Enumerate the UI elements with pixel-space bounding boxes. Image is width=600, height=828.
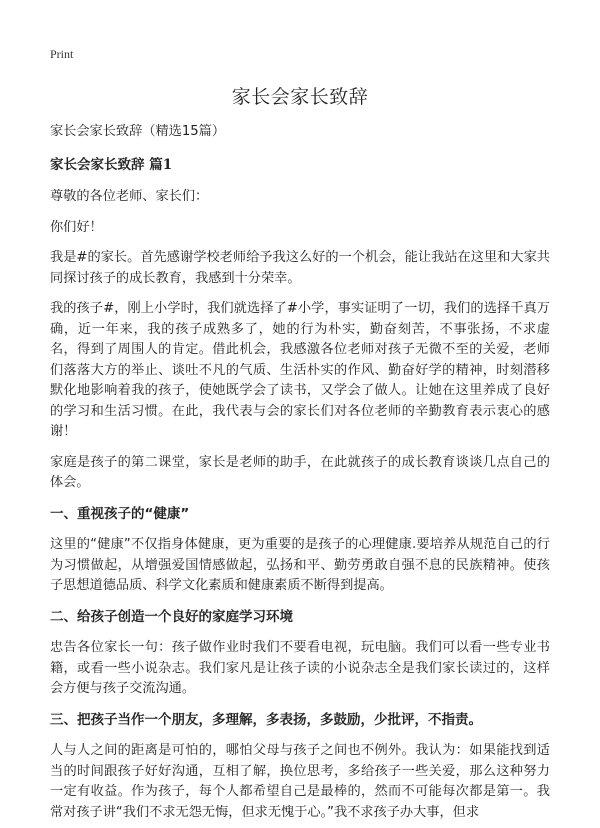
paragraph-family: 家庭是孩子的第二课堂，家长是老师的助手，在此就孩子的成长教育谈谈几点自己的体会。 — [50, 454, 550, 490]
section-heading-friend: 三、把孩子当作一个朋友，多理解，多表扬，多鼓励，少批评，不指责。 — [50, 711, 482, 728]
paragraph-child: 我的孩子#，刚上小学时，我们就选择了#小学，事实证明了一切，我们的选择千真万确，近一年来，我的孩子成熟多了，她的行为朴实，勤奋刻苦，不事张扬，不求虚名，得到了周围人的肯定。借此机会，我感激各位老师对孩子无微不至的关爱，老师们落落大方的举止、谈吐不凡的气质、生活朴实的作风、勤奋好学的精神，时刻潜移默化地影响着我的孩子，使她既学会了读书，又学会了做人。让她在这里养成了良好的学习和生活习惯。在此，我代表与会的家长们对各位老师的辛勤教育表示衷心的感谢！ — [50, 301, 550, 439]
section-heading-environment: 二、给孩子创造一个良好的家庭学习环境 — [50, 608, 293, 625]
paragraph-intro: 我是#的家长。首先感谢学校老师给予我这么好的一个机会，能让我站在这里和大家共同探讨孩子的成长教育，我感到十分荣幸。 — [50, 250, 550, 286]
paragraph-greeting: 你们好！ — [50, 219, 103, 235]
chapter-title: 家长会家长致辞 篇1 — [50, 156, 173, 173]
paragraph-friend: 人与人之间的距离是可怕的，哪怕父母与孩子之间也不例外。我认为：如果能找到适当的时间跟孩子好好沟通，互相了解，换位思考，多给孩子一些关爱，那么这种努力一定有收益。作为孩子，每个人都希望自己是最棒的，然而不可能每次都是第一。我常对孩子讲“我们不求无怨无悔，但求无愧于心。”我不求孩子办大事，但求 — [50, 743, 550, 820]
document-body — [50, 122, 550, 828]
paragraph-environment: 忠告各位家长一句：孩子做作业时我们不要看电视，玩电脑。我们可以看一些专业书籍，或看一些小说杂志。我们家凡是让孩子读的小说杂志全是我们家长读过的，这样会方便与孩子交流沟通。 — [50, 640, 550, 696]
document-subtitle: 家长会家长致辞（精选15篇） — [50, 124, 226, 139]
page-title: 家长会家长致辞 — [231, 86, 369, 108]
paragraph-health: 这里的“健康”不仅指身体健康，更为重要的是孩子的心理健康.要培养从规范自己的行为习惯做起，从增强爱国情感做起，弘扬和平、勤劳勇敢自强不息的民族精神。使孩子思想道德品质、科学文化素质和健康素质不断得到提高。 — [50, 537, 550, 593]
print-label: Print — [50, 47, 74, 61]
paragraph-salutation: 尊敬的各位老师、家长们： — [50, 189, 209, 204]
section-heading-health: 一、重视孩子的“健康” — [50, 505, 190, 522]
